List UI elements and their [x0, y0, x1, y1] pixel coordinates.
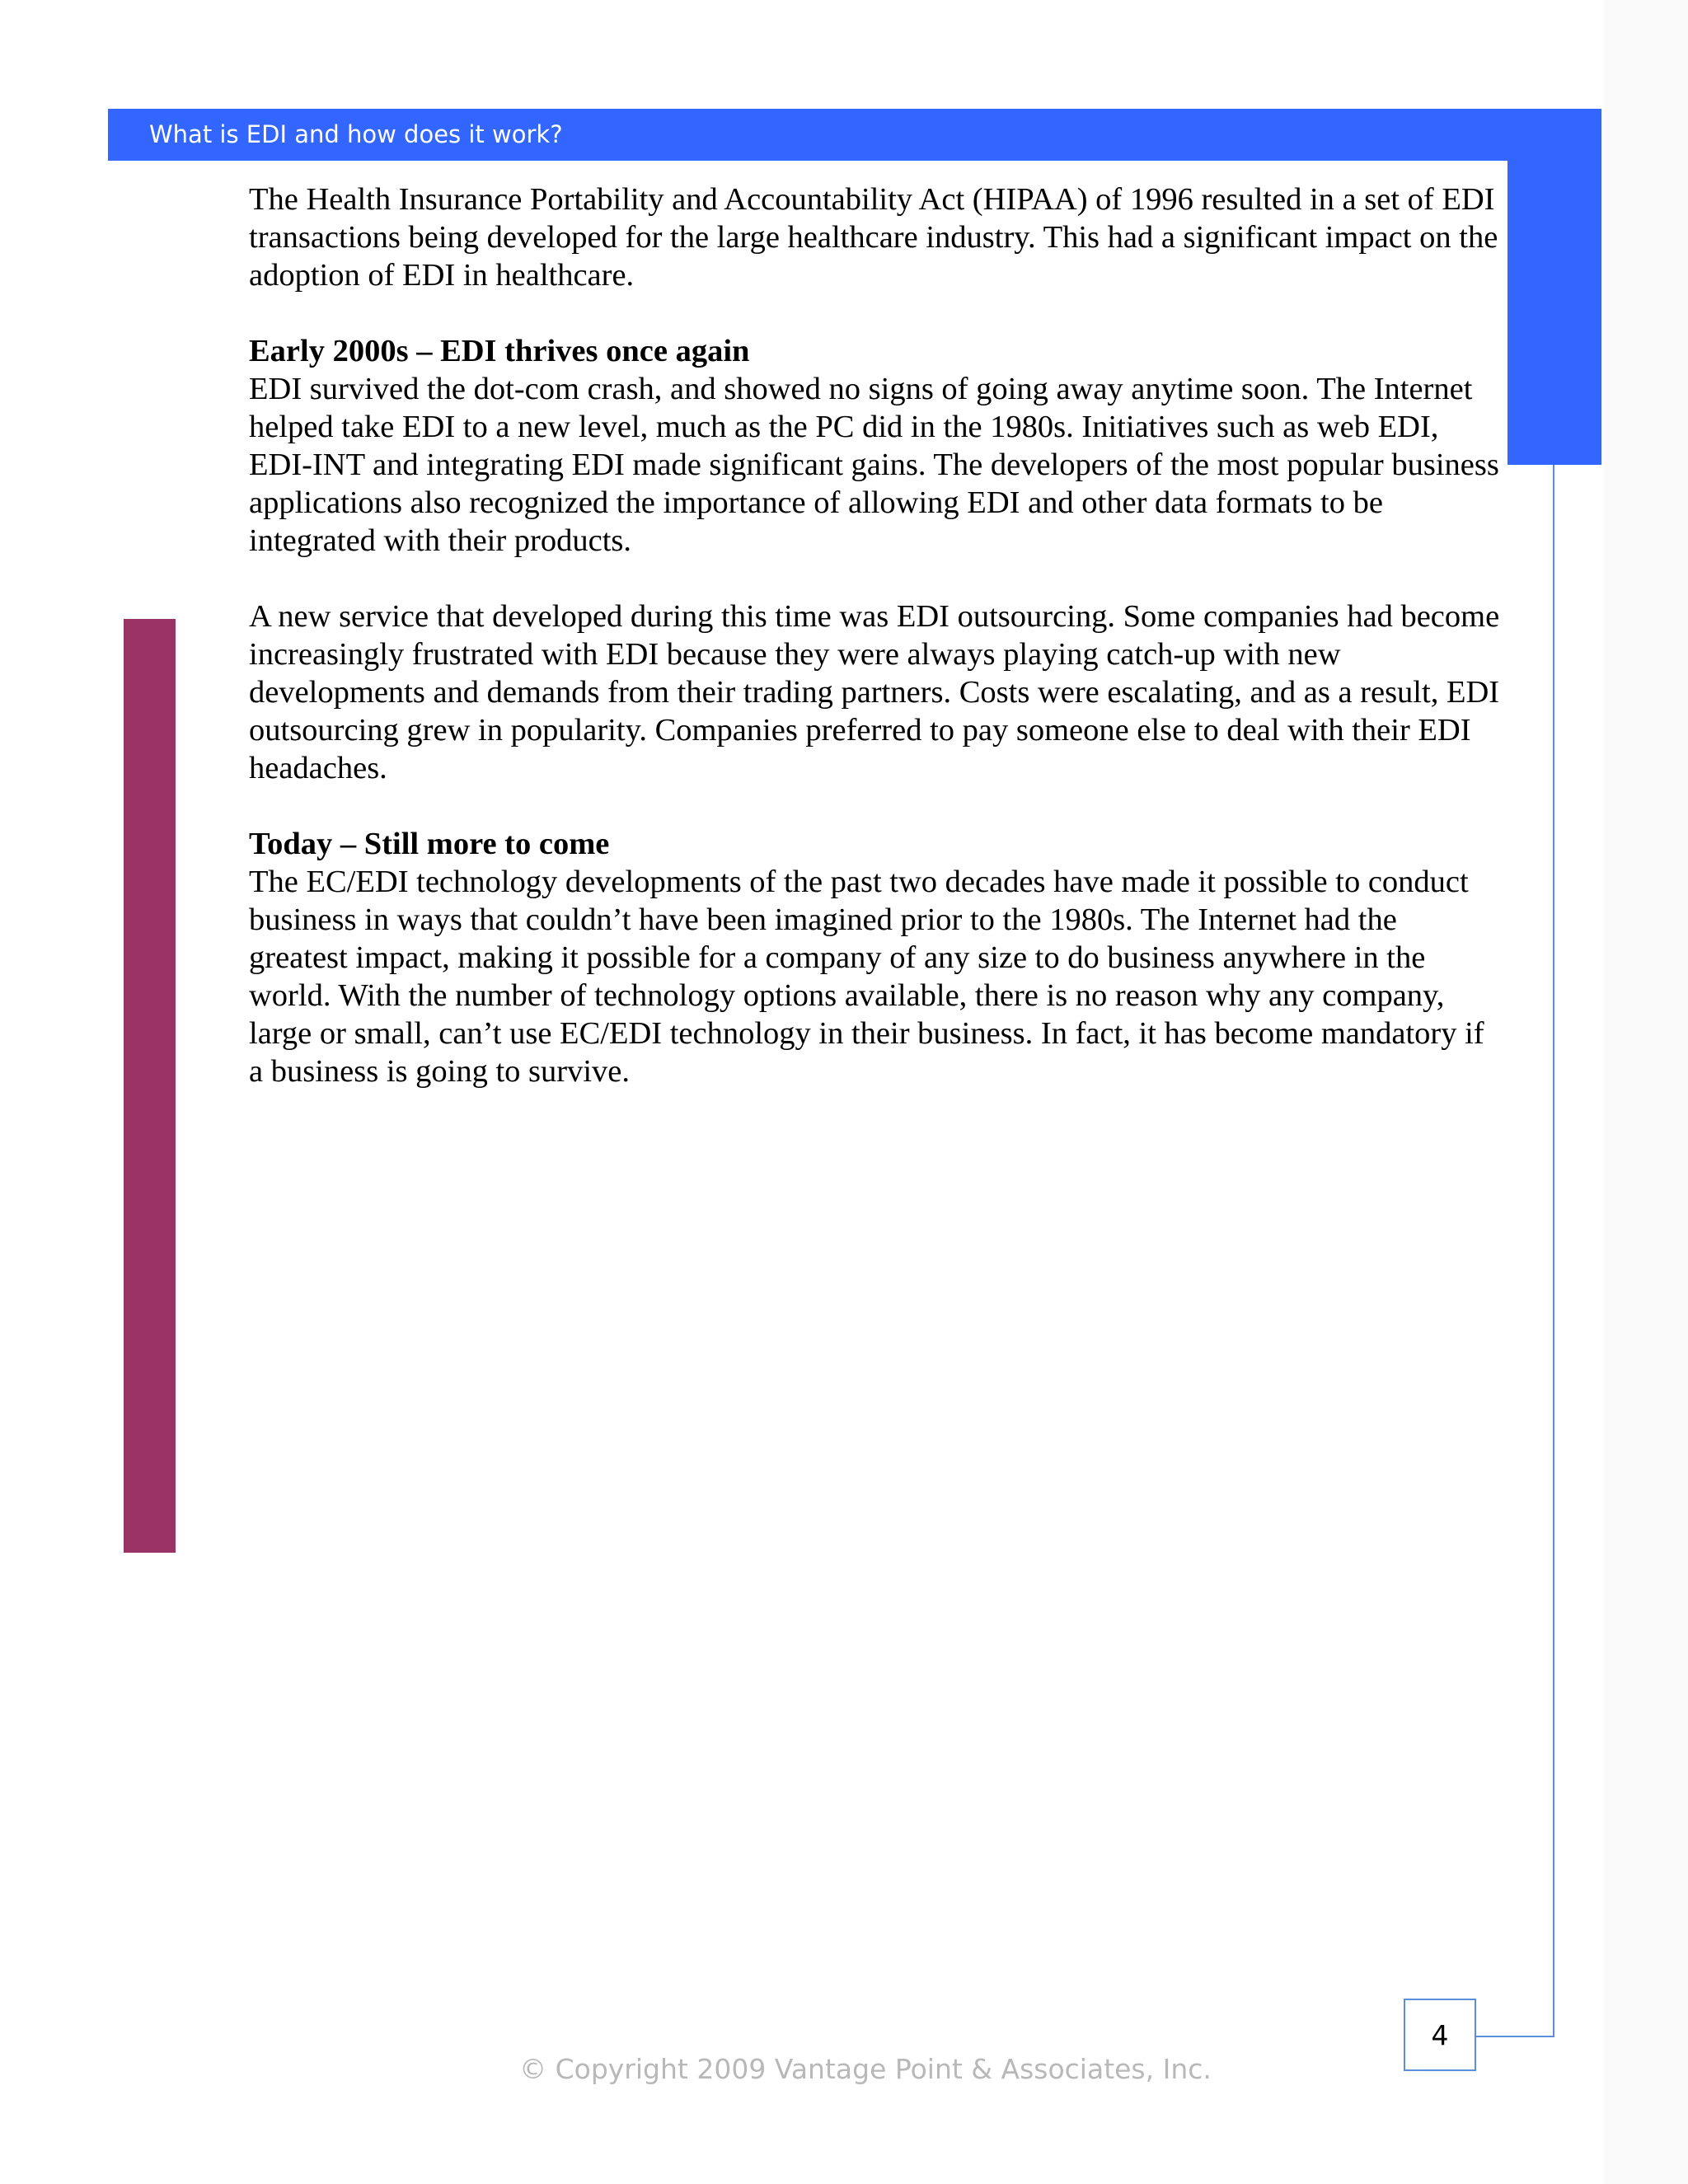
main-content — [249, 180, 1502, 1090]
paragraph-hipaa: The Health Insurance Portability and Accountability Act (HIPAA) of 1996 resulted in a set of EDI transactions being developed for the large healthcare industry. This had a significant impact on the adoption of EDI in healthcare. — [249, 182, 1498, 293]
page-number: 4 — [1404, 1999, 1476, 2071]
footer-copyright: © Copyright 2009 Vantage Point & Associates, Inc. — [519, 2053, 1212, 2085]
section-early-2000s — [249, 332, 1502, 560]
section-today — [249, 825, 1502, 1090]
page-guide-line-horizontal — [1476, 2036, 1554, 2037]
section-text: The EC/EDI technology developments of the past two decades have made it possible to conduct business in ways that couldn’t have been imagined prior to the 1980s. The Internet had the greatest impact, making it possible for a company of any size to do business anywhere in the world. With the number of technology options available, there is no reason why any company, large or small, can’t use EC/EDI technology in their business. In fact, it has become mandatory if a business is going to survive. — [249, 865, 1484, 1089]
side-accent-bar — [124, 619, 176, 1553]
paragraph-outsourcing: A new service that developed during this time was EDI outsourcing. Some companies had become increasingly frustrated with EDI because they were always playing catch-up with new developments and demands from their trading partners. Costs were escalating, and as a result, EDI outsourcing grew in popularity. Companies preferred to pay someone else to deal with their EDI headaches. — [249, 599, 1500, 785]
section-text: EDI survived the dot-com crash, and showed no signs of going away anytime soon. The Internet helped take EDI to a new level, much as the PC did in the 1980s. Initiatives such as web EDI, EDI-INT and integrating EDI made significant gains. The developers of the most popular business applications also recognized the importance of allowing EDI and other data formats to be integrated with their products. — [249, 372, 1499, 558]
page-edge-shade — [1604, 0, 1688, 2184]
running-header-title: What is EDI and how does it work? — [149, 120, 563, 148]
page-guide-line-vertical — [1553, 465, 1554, 2037]
section-heading: Today – Still more to come — [249, 827, 610, 861]
header-corner-block — [1507, 109, 1601, 465]
section-heading: Early 2000s – EDI thrives once again — [249, 334, 750, 368]
